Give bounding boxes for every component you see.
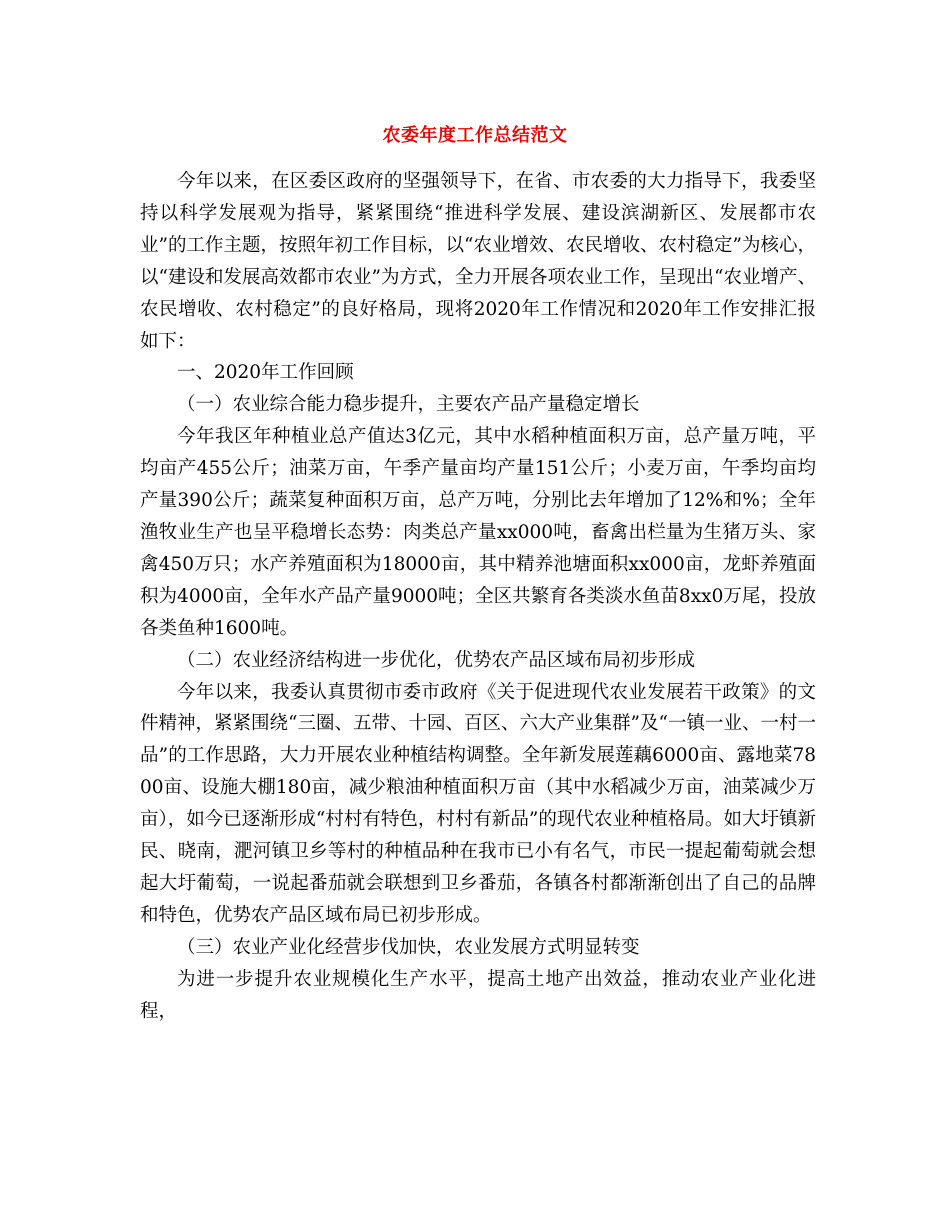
subsection-heading-1: （一）农业综合能力稳步提升，主要农产品产量稳定增长 bbox=[177, 394, 640, 416]
section-heading-review: 一、2020年工作回顾 bbox=[177, 362, 354, 384]
paragraph-production: 今年我区年种植业总产值达3亿元，其中水稻种植面积万亩，总产量万吨，平均亩产455公斤；油菜万亩，午季产量亩均产量151公斤；小麦万亩，午季均亩均产量390公斤；蔬菜复种面积万亩，总产万吨，分别比去年增加了12%和%；全年渔牧业生产也呈平稳增长态势：肉类总产量xx000吨，畜禽出栏量为生猪万头、家禽450万只；水产养殖面积为18000亩，其中精养池塘面积xx000亩，龙虾养殖面积为4000亩，全年水产品产量9000吨；全区共繁育各类淡水鱼苗8xx0万尾，投放各类鱼种1600吨。 bbox=[140, 426, 816, 639]
subsection-heading-2: （二）农业经济结构进一步优化，优势农产品区域布局初步形成 bbox=[177, 649, 696, 671]
document-title: 农委年度工作总结范文 bbox=[382, 125, 568, 146]
document-body bbox=[140, 166, 816, 1027]
subsection-heading-3: （三）农业产业化经营步伐加快，农业发展方式明显转变 bbox=[177, 936, 640, 958]
paragraph-structure: 今年以来，我委认真贯彻市委市政府《关于促进现代农业发展若干政策》的文件精神，紧紧围绕“三圈、五带、十园、百区、六大产业集群”及“一镇一业、一村一品”的工作思路，大力开展农业种植结构调整。全年新发展莲藕6000亩、露地菜7800亩、设施大棚180亩，减少粮油种植面积万亩（其中水稻减少万亩，油菜减少万亩），如今已逐渐形成“村村有特色，村村有新品”的现代农业种植格局。如大圩镇新民、晓南，淝河镇卫乡等村的种植品种在我市已小有名气，市民一提起葡萄就会想起大圩葡萄，一说起番茄就会联想到卫乡番茄，各镇各村都渐渐创出了自己的品牌和特色，优势农产品区域布局已初步形成。 bbox=[140, 681, 816, 926]
paragraph-intro: 今年以来，在区委区政府的坚强领导下，在省、市农委的大力指导下，我委坚持以科学发展观为指导，紧紧围绕“推进科学发展、建设滨湖新区、发展都市农业”的工作主题，按照年初工作目标，以“农业增效、农民增收、农村稳定”为核心，以“建设和发展高效都市农业”为方式，全力开展各项农业工作，呈现出“农业增产、农民增收、农村稳定”的良好格局，现将2020年工作情况和2020年工作安排汇报如下： bbox=[140, 171, 816, 352]
paragraph-industrialization: 为进一步提升农业规模化生产水平，提高土地产出效益，推动农业产业化进程， bbox=[140, 968, 816, 1022]
